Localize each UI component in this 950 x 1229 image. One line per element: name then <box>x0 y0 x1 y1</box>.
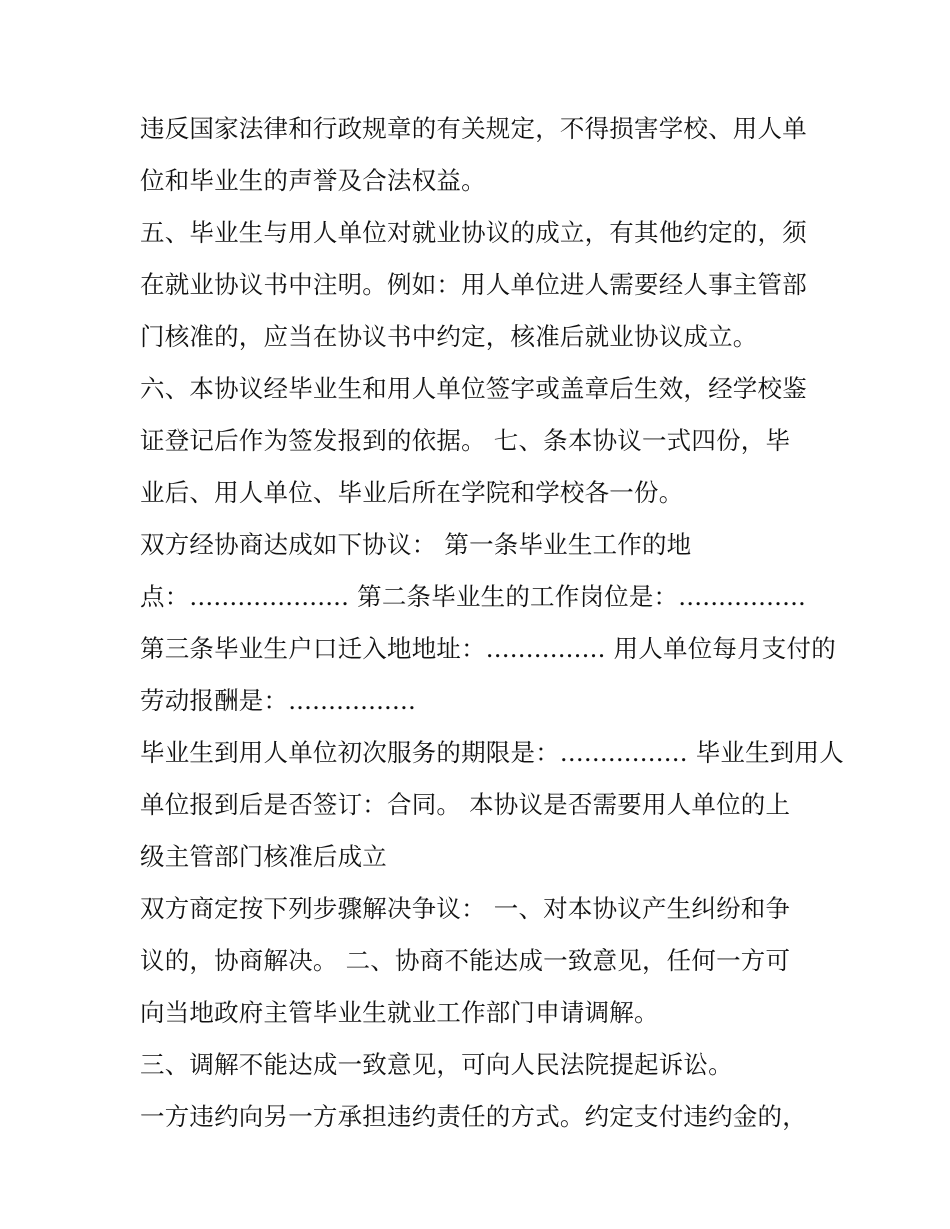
text-line: 劳动报酬是：................ <box>140 686 417 715</box>
text-line: 级主管部门核准后成立 <box>140 842 387 871</box>
text-line: 门核准的，应当在协议书中约定，核准后就业协议成立。 <box>140 322 758 351</box>
text-line: 一方违约向另一方承担违约责任的方式。约定支付违约金的， <box>140 1102 807 1131</box>
text-line: 违反国家法律和行政规章的有关规定，不得损害学校、用人单 <box>140 114 807 143</box>
text-line: 议的，协商解决。 二、协商不能达成一致意见，任何一方可 <box>140 946 791 975</box>
text-line: 单位报到后是否签订：合同。 本协议是否需要用人单位的上 <box>140 790 791 819</box>
text-line: 毕业生到用人单位初次服务的期限是：................ 毕业生到用人 <box>140 738 844 767</box>
text-line: 第三条毕业生户口迁入地地址：............... 用人单位每月支付的 <box>140 634 836 663</box>
text-line: 业后、用人单位、毕业后所在学院和学校各一份。 <box>140 478 684 507</box>
text-line: 向当地政府主管毕业生就业工作部门申请调解。 <box>140 998 659 1027</box>
text-line: 三、调解不能达成一致意见，可向人民法院提起诉讼。 <box>140 1050 733 1079</box>
text-line: 双方商定按下列步骤解决争议： 一、对本协议产生纠纷和争 <box>140 894 791 923</box>
text-line: 六、本协议经毕业生和用人单位签字或盖章后生效，经学校鉴 <box>140 374 807 403</box>
text-line: 证登记后作为签发报到的依据。 七、条本协议一式四份，毕 <box>140 426 791 455</box>
text-line: 在就业协议书中注明。例如：用人单位进人需要经人事主管部 <box>140 270 807 299</box>
text-line: 五、毕业生与用人单位对就业协议的成立，有其他约定的，须 <box>140 218 807 247</box>
text-line: 点：.................... 第二条毕业生的工作岗位是：................ <box>140 582 807 611</box>
text-line: 双方经协商达成如下协议： 第一条毕业生工作的地 <box>140 530 692 559</box>
text-line: 位和毕业生的声誉及合法权益。 <box>140 166 486 195</box>
